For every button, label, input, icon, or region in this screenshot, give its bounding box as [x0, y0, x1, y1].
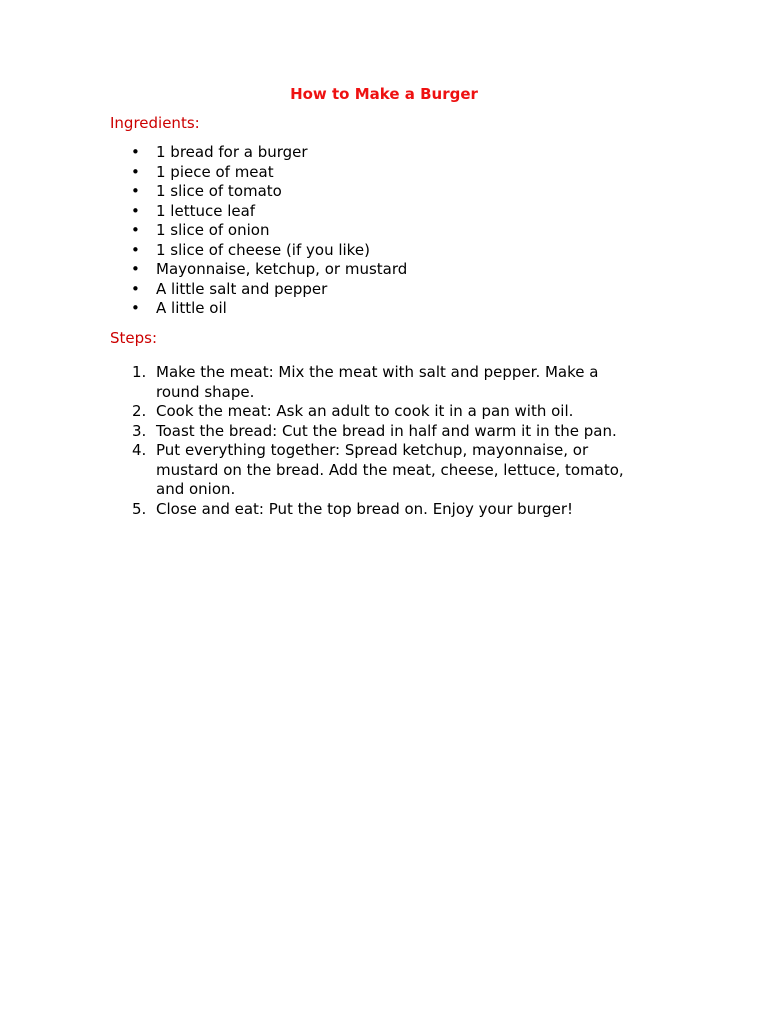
ingredient-text: A little oil [156, 299, 227, 317]
ingredient-text: 1 piece of meat [156, 162, 274, 181]
ingredient-text: 1 slice of onion [156, 221, 270, 239]
ingredients-heading: Ingredients: [110, 114, 200, 132]
bullet-icon: • [131, 279, 140, 298]
page-title: How to Make a Burger [290, 85, 478, 103]
steps-list [110, 363, 670, 519]
ingredient-text: 1 bread for a burger [156, 143, 308, 161]
list-item [110, 221, 670, 241]
list-item [110, 143, 670, 163]
step-number: 1. [132, 363, 147, 381]
step-number: 2. [132, 402, 147, 420]
step-text: Toast the bread: Cut the bread in half and warm it in the pan. [156, 421, 617, 440]
ingredients-list [110, 143, 670, 319]
bullet-icon: • [131, 240, 140, 259]
list-item [110, 202, 670, 222]
ingredient-text: 1 lettuce leaf [156, 201, 256, 220]
ingredient-text: 1 slice of cheese (if you like) [156, 240, 370, 259]
step-item [110, 422, 646, 442]
list-item [110, 299, 670, 319]
step-number: 4. [132, 441, 147, 459]
bullet-icon: • [131, 201, 140, 220]
list-item [110, 260, 670, 280]
ingredient-text: Mayonnaise, ketchup, or mustard [156, 260, 408, 278]
bullet-icon: • [131, 260, 140, 278]
step-text: Cook the meat: Ask an adult to cook it in a pan with oil. [156, 402, 574, 420]
step-text: Close and eat: Put the top bread on. Enjoy your burger! [156, 499, 574, 518]
bullet-icon: • [131, 162, 140, 181]
list-item [110, 241, 670, 261]
step-item [110, 402, 646, 422]
step-text: Put everything together: Spread ketchup, mayonnaise, or mustard on the bread. Add the meat, cheese, lettuce, tomato, and onion. [156, 441, 624, 498]
list-item [110, 280, 670, 300]
bullet-icon: • [131, 143, 140, 161]
bullet-icon: • [131, 299, 140, 317]
step-number: 5. [132, 499, 147, 518]
ingredient-text: A little salt and pepper [156, 279, 328, 298]
ingredient-text: 1 slice of tomato [156, 182, 282, 200]
list-item [110, 182, 670, 202]
step-item [110, 500, 646, 520]
step-number: 3. [132, 421, 147, 440]
step-text: Make the meat: Mix the meat with salt and pepper. Make a round shape. [156, 363, 599, 401]
steps-heading: Steps: [110, 329, 158, 347]
step-item [110, 363, 646, 402]
list-item [110, 163, 670, 183]
bullet-icon: • [131, 182, 140, 200]
step-item [110, 441, 646, 500]
bullet-icon: • [131, 221, 140, 239]
